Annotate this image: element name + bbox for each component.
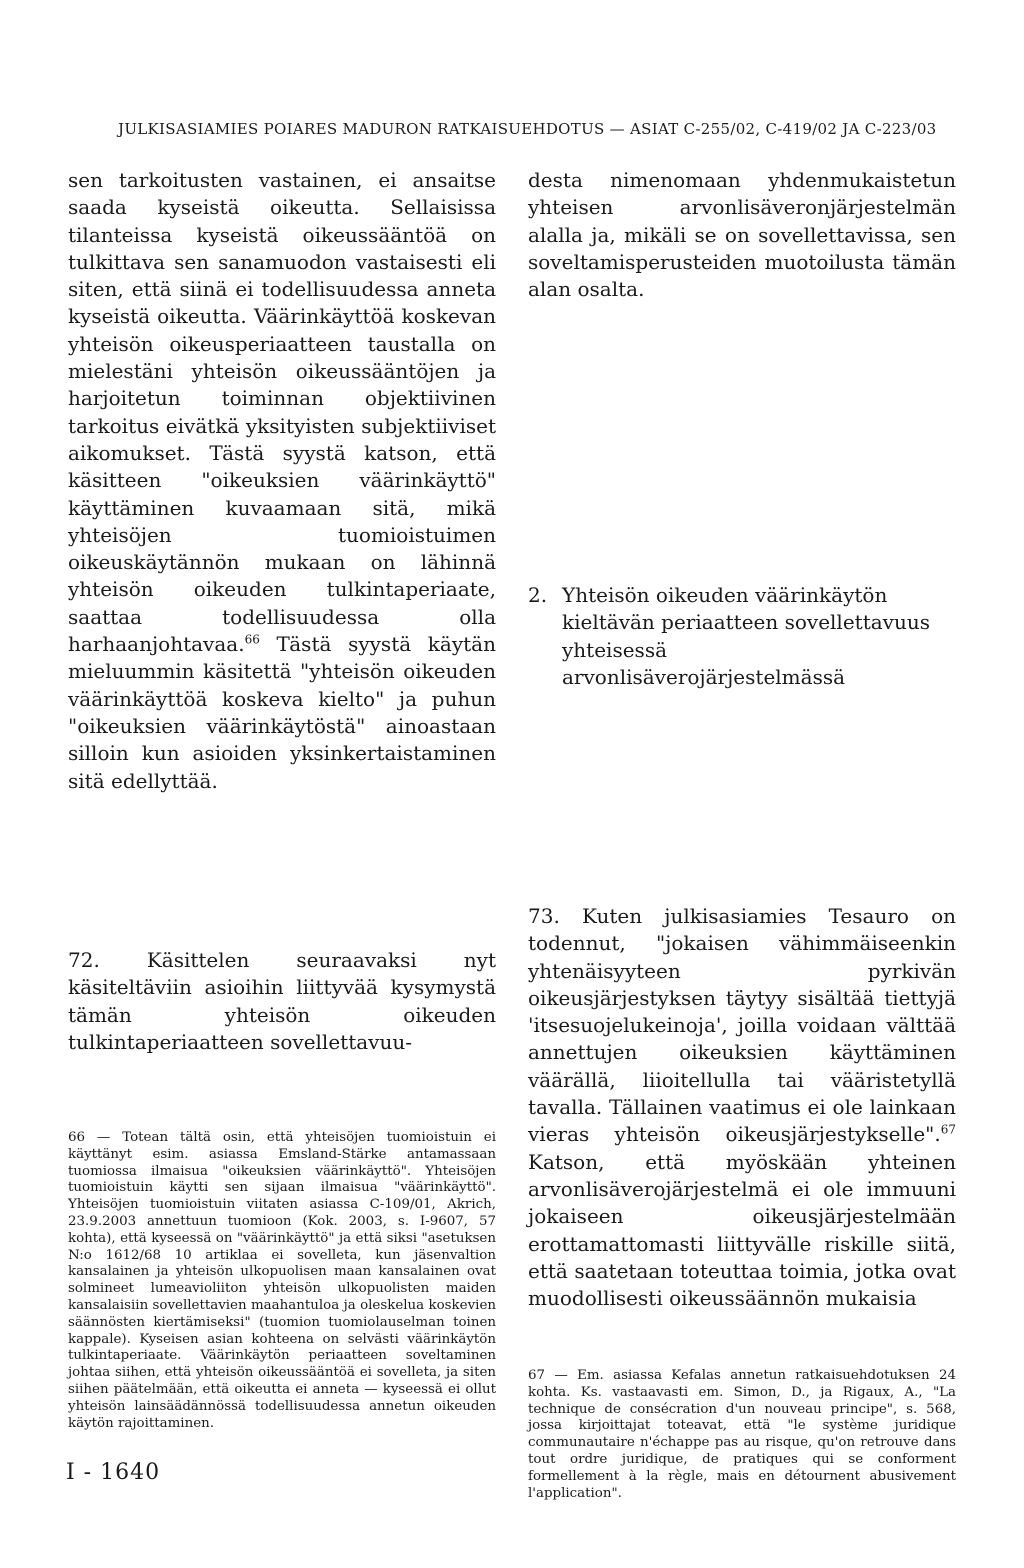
running-header: JULKISASIAMIES POIARES MADURON RATKAISUEHDOTUS — ASIAT C-255/02, C-419/02 JA C-223/03 [118,120,937,138]
paragraph-73-text-b: Katson, että myöskään yhteinen arvonlisäverojärjestelmä ei ole immuuni jokaiseen oikeusjärjestelmään erottamattomasti liittyvälle riskille siitä, että saatetaan toteuttaa toimia, jotka ovat muodollisesti oikeussäännön mukaisia [528,1149,956,1311]
paragraph-73 [528,903,956,1312]
paragraph-72-text: Käsittelen seuraavaksi nyt käsiteltäviin asioihin liittyvää kysymystä tämän yhteisön oikeuden tulkintaperiaatteen sovellettavuu- [68,948,497,1054]
footnote-67 [528,1368,956,1502]
right-column-text [528,167,956,303]
footnote-ref-67[interactable]: 67 [940,1122,956,1137]
paragraph-73-number: 73. [528,904,560,928]
left-column-text [68,167,496,795]
section-heading [528,582,956,691]
footnote-ref-66[interactable]: 66 [244,632,260,647]
footnote-67-text: Em. asiassa Kefalas annetun ratkaisuehdotuksen 24 kohta. Ks. vastaavasti em. Simon, D., ja Rigaux, A., "La technique de consécration d'un nouveau principe", s. 568, jossa kirjoittajat toteavat, että "le système juridique communautaire n'échappe pas au risque, qu'on retrouve dans tout ordre juridique, de pratiques qui se conforment formellement à la règle, mais en détournent abusivement l'application". [528,1368,957,1501]
section-heading-number: 2. [528,583,548,607]
paragraph-72 [68,947,496,1056]
footnote-66-label: 66 — [68,1130,111,1145]
paragraph-72-number: 72. [68,948,100,972]
section-heading-title: Yhteisön oikeuden väärinkäytön kieltävän periaatteen sovellettavuus yhteisessä arvonlisäverojärjestelmässä [562,583,930,689]
footnote-66 [68,1130,496,1432]
right-column-paragraph: desta nimenomaan yhdenmukaistetun yhteisen arvonlisäveronjärjestelmän alalla ja, mikäli se on sovellettavissa, sen soveltamisperusteiden muotoilusta tämän alan osalta. [528,168,956,302]
paragraph-73-text-a: Kuten julkisasiamies Tesauro on todennut, "jokaisen vähimmäiseenkin yhtenäisyyteen pyrkivän oikeusjärjestyksen täytyy sisältää tiettyjä 'itsesuojelukeinoja', joilla voidaan välttää annettujen oikeuksien käyttäminen väärällä, liioitellulla tai vääristetyllä tavalla. Tällainen vaatimus ei ole lainkaan vieras yhteisön oikeusjärjestykselle". [528,904,956,1147]
left-text-part-b: Tästä syystä käytän mieluummin käsitettä "yhteisön oikeuden väärinkäyttöä koskeva kielto" ja puhun "oikeuksien väärinkäytöstä" ainoastaan silloin kun asioiden yksinkertaistaminen sitä edellyttää. [68,632,496,793]
left-text-part-a: sen tarkoitusten vastainen, ei ansaitse saada kyseistä oikeutta. Sellaisissa tilanteissa kyseistä oikeussääntöä on tulkittava sen sanamuodon vastaisesti eli siten, että siinä ei todellisuudessa anneta kyseistä oikeutta. Väärinkäyttöä koskevan yhteisön oikeusperiaatteen taustalla on mielestäni yhteisön oikeussääntöjen ja harjoitetun toiminnan objektiivinen tarkoitus eivätkä yksityisten subjektiiviset aikomukset. Tästä syystä katson, että käsitteen "oikeuksien väärinkäyttö" käyttäminen kuvaamaan sitä, mikä yhteisöjen tuomioistuimen oikeuskäytännön mukaan on lähinnä yhteisön oikeuden tulkintaperiaate, saattaa todellisuudessa olla harhaanjohtavaa. [68,168,496,657]
footnote-67-label: 67 — [528,1368,568,1383]
page-number: I - 1640 [66,1460,161,1485]
footnote-66-text: Totean tältä osin, että yhteisöjen tuomioistuin ei käyttänyt esim. asiassa Emsland-Stärke antamassaan tuomiossa ilmaisua "oikeuksien väärinkäyttö". Yhteisöjen tuomioistuin käytti sen sijaan ilmaisua "väärinkäyttö". Yhteisöjen tuomioistuin viitaten asiassa C-109/01, Akrich, 23.9.2003 annettuun tuomioon (Kok. 2003, s. I-9607, 57 kohta), että kyseessä on "väärinkäyttö" ja että siksi "asetuksen N:o 1612/68 10 artiklaa ei sovelleta, kun jäsenvaltion kansalainen ja yhteisön ulkopuolisen maan kansalainen ovat solmineet lumeavioliiton yhteisön ulkopuolisten maiden kansalaisiin sovellettavien maahantuloa ja oleskelua koskevien säännösten kiertämiseksi" (tuomion tuomiolauselman toinen kappale). Kyseisen asian kohteena on selvästi väärinkäytön tulkintaperiaate. Väärinkäytön periaatteen soveltaminen johtaa siihen, että yhteisön oikeussääntöä ei sovelleta, ja siten siihen päätelmään, että oikeutta ei anneta — kyseessä ei ollut yhteisön lainsäädännössä todellisuudessa annetun oikeuden käytön rajoittaminen. [68,1130,496,1431]
